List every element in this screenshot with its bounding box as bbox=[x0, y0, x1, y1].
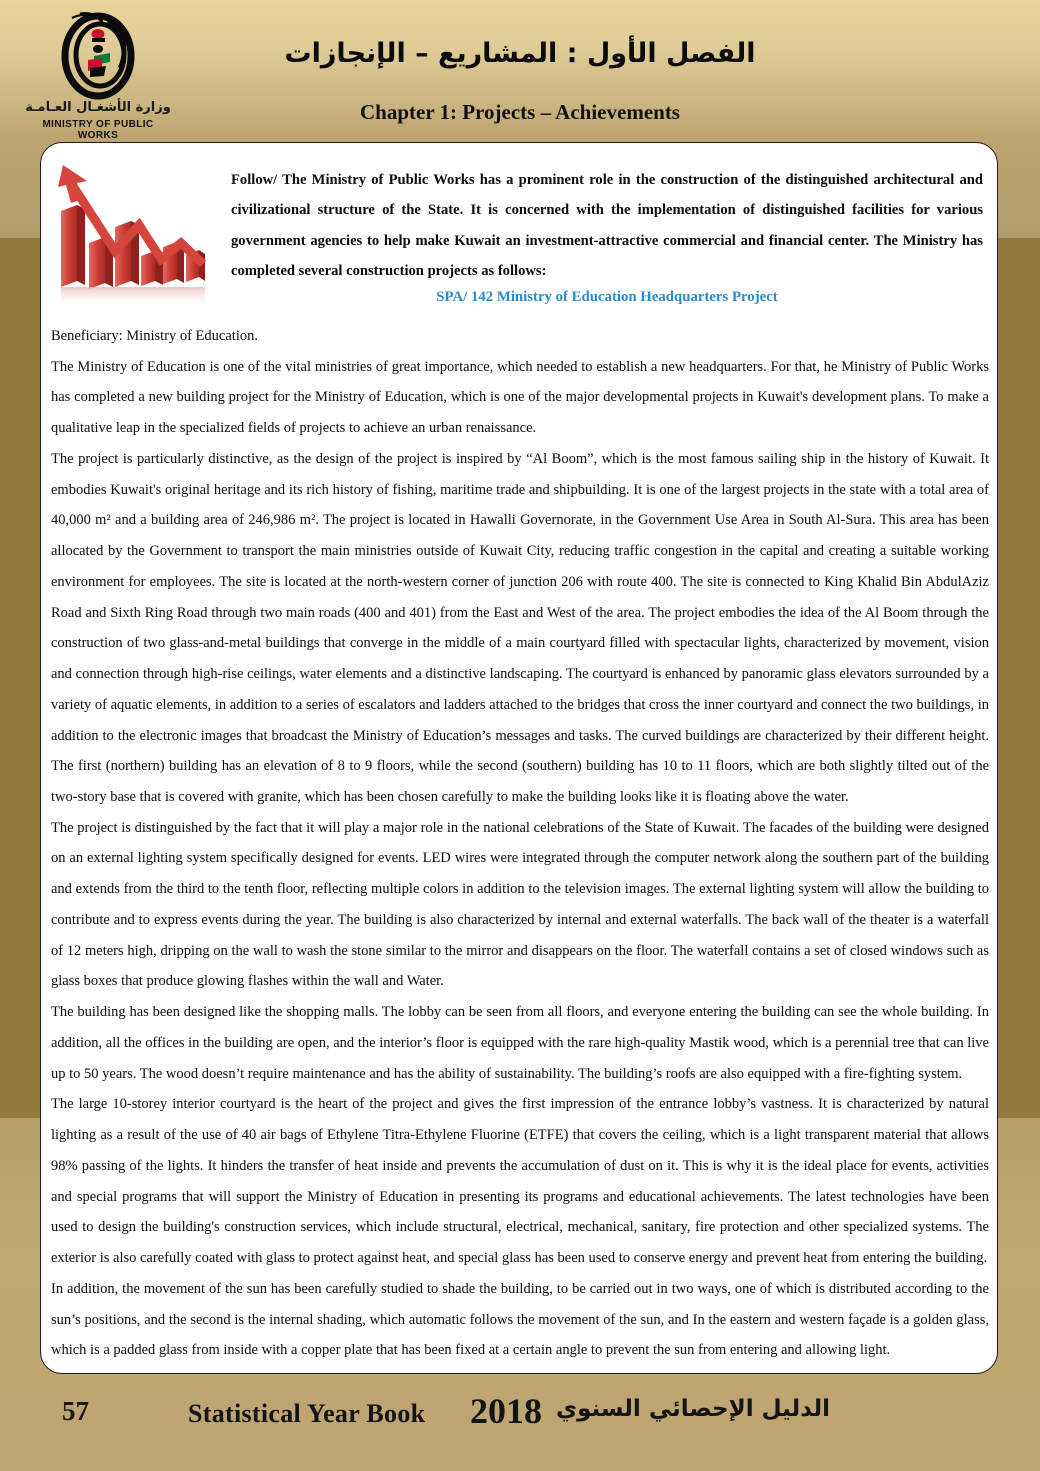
paragraph-celebrations: The project is distinguished by the fact that it will play a major role in the national celebrations of the State of Kuwait. The facades of the building were designed on an external lighting system specifically designed for events. LED wires were integrated through the computer network along the southern part of the building and extends from the third to the tenth floor, reflecting multiple colors in addition to the television images. The external lighting system will allow the building to contribute and to express events during the year. The building is also characterized by internal and external waterfalls. The back wall of the theater is a waterfall of 12 meters high, dripping on the wall to wash the stone similar to the mirror and disappears on the floor. The waterfall contains a set of closed windows such as glass boxes that produce glowing flashes within the wall and Water. bbox=[51, 819, 989, 990]
chapter-title-arabic: الفصل الأول : المشاريع – الإنجازات bbox=[284, 38, 756, 69]
footer-book-title-english: Statistical Year Book bbox=[188, 1399, 426, 1428]
logo-arabic-name: وزارة الأشغـال العـامـة bbox=[25, 100, 171, 115]
footer-year: 2018 bbox=[470, 1391, 542, 1431]
chapter-title-english: Chapter 1: Projects – Achievements bbox=[360, 100, 680, 124]
project-heading: SPA/ 142 Ministry of Education Headquarters Project bbox=[436, 289, 778, 305]
paragraph-courtyard: The large 10-storey interior courtyard is the heart of the project and gives the first impression of the entrance lobby’s vastness. It is characterized by natural lighting as a result of the use of 40 air bags of Ethylene Titra-Ethylene Fluorine (ETFE) that covers the ceiling, which is a light transparent material that allows 98% passing of the lights. It hinders the transfer of heat inside and prevents the accumulation of dust on it. This is why it is the ideal place for events, activities and special programs that will support the Ministry of Education in presenting its programs and educational achievements. The latest technologies have been used to design the building's construction services, which include structural, electrical, mechanical, sanitary, fire protection and other specialized systems. The exterior is also carefully coated with glass to protect against heat, and special glass has been used to conserve energy and prevent heat from entering the building. bbox=[51, 1096, 989, 1267]
paragraph-sun-shading: In addition, the movement of the sun has been carefully studied to shade the building, to be carried out in two ways, one of which is distributed according to the sun’s positions, and the second is the internal shading, which automatic follows the movement of the sun, and In the eastern and western façade is a golden glass, which is a padded glass from inside with a copper plate that has been fixed at a certain angle to prevent the sun from entering and allowing light. bbox=[51, 1280, 989, 1359]
page-number: 57 bbox=[62, 1396, 89, 1426]
ministry-logo bbox=[22, 8, 174, 141]
paragraph-beneficiary: Beneficiary: Ministry of Education. bbox=[51, 328, 258, 344]
paragraph-overview: The Ministry of Education is one of the vital ministries of great importance, which needed to establish a new headquarters. For that, he Ministry of Public Works has completed a new building project for the Ministry of Education, which is one of the major developmental projects in Kuwait's development plans. To make a qualitative leap in the specialized fields of projects to achieve an urban renaissance. bbox=[51, 358, 989, 437]
intro-paragraph: Follow/ The Ministry of Public Works has a prominent role in the construction of the distinguished architectural and civilizational structure of the State. It is concerned with the implementation of distinguished facilities for various government agencies to help make Kuwait an investment-attractive commercial and financial center. The Ministry has completed several construction projects as follows: bbox=[231, 172, 983, 280]
content-card bbox=[40, 142, 998, 1374]
ministry-swirl-logo-icon bbox=[50, 8, 146, 100]
paragraph-interior: The building has been designed like the shopping malls. The lobby can be seen from all floors, and everyone entering the building can see the whole building. In addition, all the offices in the building are open, and the interior’s floor is equipped with the rare high-quality Mastik wood, which is a perennial tree that can live up to 50 years. The wood doesn’t require maintenance and has the ability of sustainability. The building’s roofs are also equipped with a fire-fighting system. bbox=[51, 1004, 989, 1082]
footer-book-title-arabic: الدليل الإحصائي السنوي bbox=[556, 1396, 830, 1422]
page-footer bbox=[0, 1382, 1040, 1471]
paragraph-design: The project is particularly distinctive, as the design of the project is inspired by “Al Boom”, which is the most famous sailing ship in the history of Kuwait. It embodies Kuwait's original heritage and its rich history of fishing, maritime trade and shipbuilding. It is one of the largest projects in the state with a total area of 40,000 m² and a building area of 246,986 m². The project is located in Hawalli Governorate, in the Government Use Area in South Al-Sura. This area has been allocated by the Government to transport the main ministries outside of Kuwait City, reducing traffic congestion in the capital and creating a suitable working environment for employees. The site is located at the north-western corner of junction 206 with route 400. The site is connected to King Khalid Bin AbdulAziz Road and Sixth Ring Road through two main roads (400 and 401) from the East and West of the area. The project embodies the idea of the Al Boom through the construction of two glass-and-metal buildings that converge in the middle of a main courtyard filled with spectacular lights, characterized by movement, vision and connection through high-rise ceilings, water elements and a distinctive landscaping. The courtyard is enhanced by panoramic glass elevators surrounded by a variety of aquatic elements, in addition to a series of escalators and ladders attached to the bridges that cross the inner courtyard and connect the two buildings, in addition to the electronic images that broadcast the Ministry of Education’s messages and tasks. The curved buildings are characterized by their different height. The first (northern) building has an elevation of 8 to 9 floors, while the second (southern) building has 10 to 11 floors, which are both slightly tilted out of the two-story base that is covered with granite, which has been chosen carefully to make the building looks like it is floating above the water. bbox=[51, 450, 989, 806]
bar-chart-illustration-icon bbox=[53, 159, 233, 309]
body-text bbox=[51, 321, 989, 1366]
page-header bbox=[0, 0, 1040, 140]
logo-english-name: MINISTRY OF PUBLIC WORKS bbox=[42, 119, 154, 141]
